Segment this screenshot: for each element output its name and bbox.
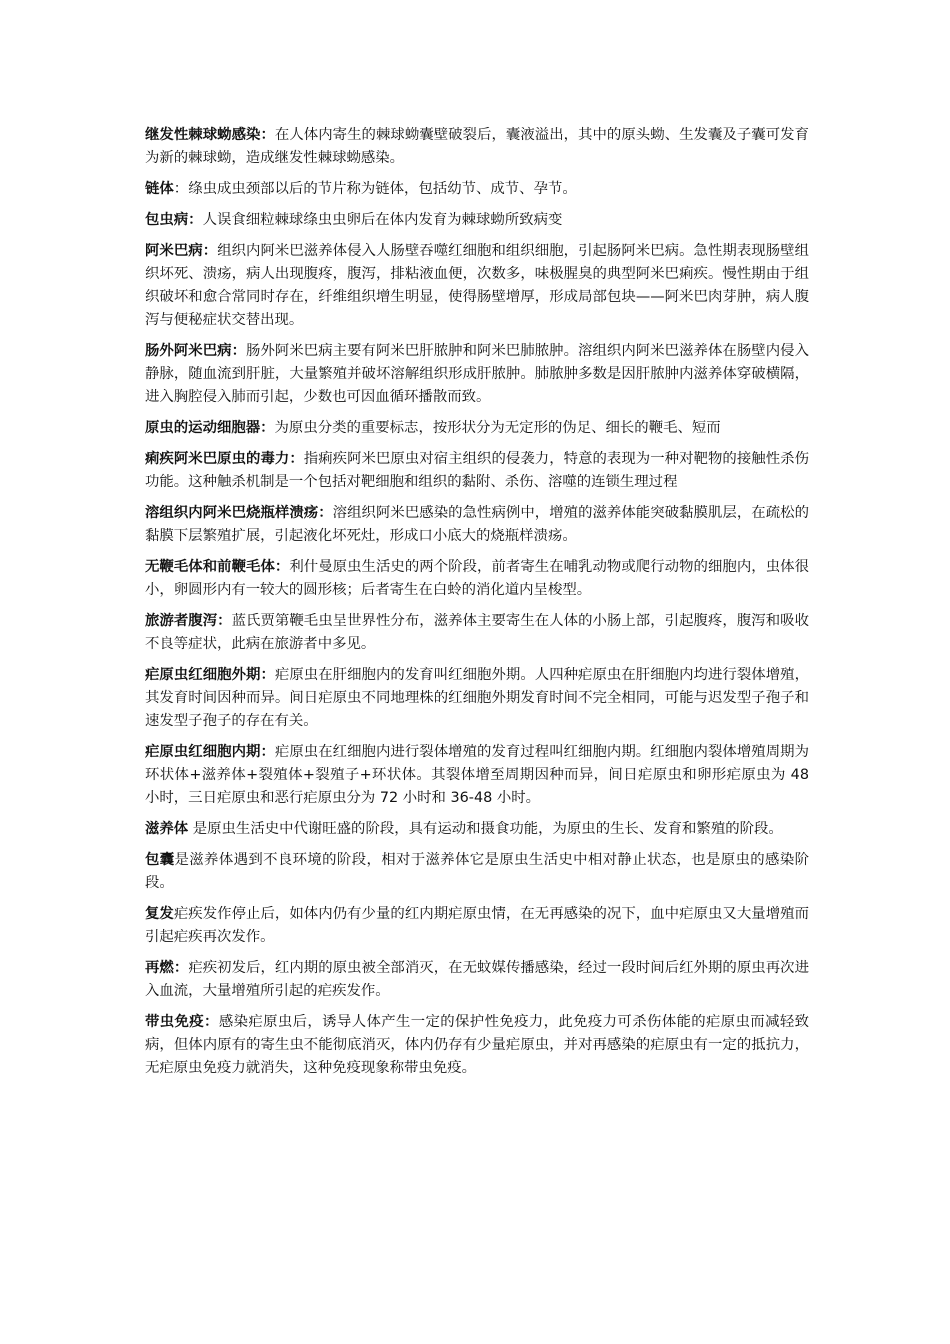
document-page bbox=[145, 124, 809, 1088]
entry-term: 旅游者腹泻： bbox=[145, 613, 232, 629]
entry-secondary-echinococcosis bbox=[145, 124, 809, 170]
entry-term: 滋养体 bbox=[145, 821, 189, 837]
entry-term: 痢疾阿米巴原虫的毒力： bbox=[145, 451, 304, 467]
entry-term: 肠外阿米巴病： bbox=[145, 343, 247, 359]
entry-term: 复发 bbox=[145, 906, 174, 922]
entry-relapse bbox=[145, 903, 809, 949]
entry-amoebiasis bbox=[145, 240, 809, 332]
entry-term: 疟原虫红细胞内期： bbox=[145, 744, 275, 760]
entry-definition: 指痢疾阿米巴原虫对宿主组织的侵袭力，特意的表现为一种对靶物的接触性杀伤功能。这种触杀机制是一个包括对靶细胞和组织的黏附、杀伤、溶噬的连锁生理过程 bbox=[145, 451, 809, 490]
entry-term: 包虫病： bbox=[145, 212, 203, 228]
entry-term: 阿米巴病： bbox=[145, 243, 218, 259]
entry-term: 包囊 bbox=[145, 852, 175, 868]
entry-flask-shaped-ulcer bbox=[145, 502, 809, 548]
entry-definition: 在人体内寄生的棘球蚴囊壁破裂后，囊液溢出，其中的原头蚴、生发囊及子囊可发育为新的棘球蚴，造成继发性棘球蚴感染。 bbox=[145, 127, 809, 166]
entry-definition: 利什曼原虫生活史的两个阶段，前者寄生在哺乳动物或爬行动物的细胞内，虫体很小，卵圆形内有一较大的圆形核；后者寄生在白蛉的消化道内呈梭型。 bbox=[145, 559, 809, 598]
entry-term: 溶组织内阿米巴烧瓶样溃疡： bbox=[145, 505, 333, 521]
entry-definition: 疟原虫在肝细胞内的发育叫红细胞外期。人四种疟原虫在肝细胞内均进行裂体增殖，其发育时间因种而异。间日疟原虫不同地理株的红细胞外期发育时间不完全相同，可能与迟发型子孢子和速发型子孢子的存在有关。 bbox=[145, 667, 809, 729]
entry-amastigote-promastigote bbox=[145, 556, 809, 602]
entry-definition: 溶组织阿米巴感染的急性病例中，增殖的滋养体能突破黏膜肌层，在疏松的黏膜下层繁殖扩展，引起液化坏死灶，形成口小底大的烧瓶样溃疡。 bbox=[145, 505, 809, 544]
entry-hydatid-disease bbox=[145, 209, 809, 232]
entry-term: 无鞭毛体和前鞭毛体： bbox=[145, 559, 290, 575]
entry-definition: 蓝氏贾第鞭毛虫呈世界性分布，滋养体主要寄生在人体的小肠上部，引起腹疼，腹泻和吸收不良等症状，此病在旅游者中多见。 bbox=[145, 613, 809, 652]
entry-definition: 疟疾发作停止后，如体内仍有少量的红内期疟原虫情，在无再感染的况下，血中疟原虫又大量增殖而引起疟疾再次发作。 bbox=[145, 906, 809, 945]
entry-amoeba-virulence bbox=[145, 448, 809, 494]
entry-definition: 疟疾初发后，红内期的原虫被全部消灭，在无蚊媒传播感染，经过一段时间后红外期的原虫再次进入血流，大量增殖所引起的疟疾发作。 bbox=[145, 960, 809, 999]
entry-extraintestinal-amoebiasis bbox=[145, 340, 809, 409]
entry-travelers-diarrhea bbox=[145, 610, 809, 656]
entry-definition: 是原虫生活史中代谢旺盛的阶段，具有运动和摄食功能，为原虫的生长、发育和繁殖的阶段。 bbox=[188, 821, 783, 837]
entry-definition: 是滋养体遇到不良环境的阶段，相对于滋养体它是原虫生活史中相对静止状态，也是原虫的感染阶段。 bbox=[145, 852, 809, 891]
entry-definition: 组织内阿米巴滋养体侵入人肠壁吞噬红细胞和组织细胞，引起肠阿米巴病。急性期表现肠壁组织坏死、溃疡，病人出现腹疼，腹泻，排粘液血便，次数多，味极腥臭的典型阿米巴痢疾。慢性期由于组织破坏和愈合常同时存在，纤维组织增生明显，使得肠壁增厚，形成局部包块——阿米巴肉芽肿，病人腹泻与便秘症状交替出现。 bbox=[145, 243, 809, 328]
entry-exoerythrocytic-stage bbox=[145, 664, 809, 733]
entry-term: 带虫免疫： bbox=[145, 1014, 219, 1030]
entry-cyst bbox=[145, 849, 809, 895]
entry-definition: ：绦虫成虫颈部以后的节片称为链体，包括幼节、成节、孕节。 bbox=[173, 181, 577, 197]
entry-premunition bbox=[145, 1011, 809, 1080]
entry-locomotor-organelles bbox=[145, 417, 809, 440]
entry-term: 原虫的运动细胞器： bbox=[145, 420, 275, 436]
entry-term: 再燃： bbox=[145, 960, 189, 976]
entry-trophozoite bbox=[145, 818, 809, 841]
entry-term: 链体 bbox=[145, 181, 174, 197]
entry-recrudescence bbox=[145, 957, 809, 1003]
entry-definition: 肠外阿米巴病主要有阿米巴肝脓肿和阿米巴肺脓肿。溶组织内阿米巴滋养体在肠壁内侵入静脉，随血流到肝脏，大量繁殖并破坏溶解组织形成肝脓肿。肺脓肿多数是因肝脓肿内滋养体穿破横隔，进入胸腔侵入肺而引起，少数也可因血循环播散而致。 bbox=[145, 343, 809, 405]
entry-definition: 疟原虫在红细胞内进行裂体增殖的发育过程叫红细胞内期。红细胞内裂体增殖周期为环状体+滋养体+裂殖体+裂殖子+环状体。其裂体增至周期因种而异，间日疟原虫和卵形疟原虫为 48 小时，三日疟原虫和恶行疟原虫分为 72 小时和 36-48 小时。 bbox=[145, 744, 809, 806]
entry-term: 疟原虫红细胞外期： bbox=[145, 667, 275, 683]
entry-term: 继发性棘球蚴感染： bbox=[145, 127, 275, 143]
entry-erythrocytic-stage bbox=[145, 741, 809, 810]
entry-definition: 人误食细粒棘球绦虫虫卵后在体内发育为棘球蚴所致病变 bbox=[202, 212, 563, 228]
entry-definition: 感染疟原虫后，诱导人体产生一定的保护性免疫力，此免疫力可杀伤体能的疟原虫而减轻致病，但体内原有的寄生虫不能彻底消灭，体内仍存有少量疟原虫，并对再感染的疟原虫有一定的抵抗力，无疟原虫免疫力就消失，这种免疫现象称带虫免疫。 bbox=[145, 1014, 809, 1076]
entry-strobila bbox=[145, 178, 809, 201]
entry-definition: 为原虫分类的重要标志，按形状分为无定形的伪足、细长的鞭毛、短而 bbox=[274, 420, 721, 436]
